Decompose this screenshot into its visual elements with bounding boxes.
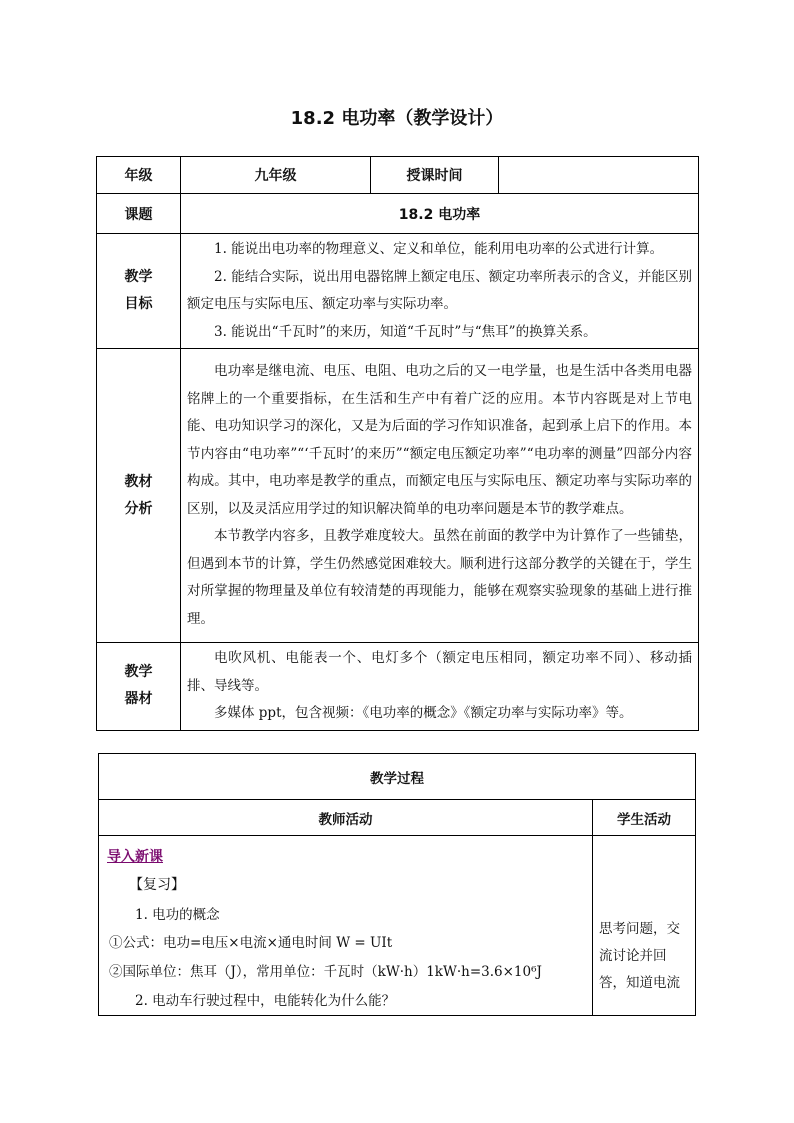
time-value [499,157,699,194]
lesson-info-table [96,156,699,731]
analysis-paragraph: 本节教学内容多，且教学难度较大。虽然在前面的教学中为计算作了一些铺垫，但遇到本节的计算，学生仍然感觉困难较大。顺利进行这部分教学的关键在于，学生对所掌握的物理量及单位有较清楚的再现能力，能够在观察实验现象的基础上进行推理。 [187,528,692,627]
topic-row [97,194,699,234]
goal-item: 3. 能说出“千瓦时”的来历，知道“千瓦时”与“焦耳”的换算关系。 [214,323,597,340]
document-title: 18.2 电功率（教学设计） [290,108,504,129]
analysis-content [181,349,699,643]
equipment-row [97,643,699,731]
analysis-row [97,349,699,643]
goals-label-line1: 教学 [124,269,153,285]
analysis-label-line1: 教材 [124,473,153,490]
grade-row [97,157,699,194]
teacher-activity-cell [99,836,593,1016]
teaching-process-table [98,753,696,1016]
teacher-activity-header: 教师活动 [99,800,593,836]
student-line: 流讨论并回 [599,948,667,964]
topic-label: 课题 [97,194,181,234]
goal-item: 1. 能说出电功率的物理意义、定义和单位，能利用电功率的公式进行计算。 [214,241,664,257]
process-title: 教学过程 [99,754,696,800]
analysis-label [97,349,181,643]
section-link-intro[interactable]: 导入新课 [107,849,163,865]
goal-item: 2. 能结合实际，说出用电器铭牌上额定电压、额定功率所表示的含义，并能区别额定电压与实际电压、额定功率与实际功率。 [187,268,692,312]
grade-label: 年级 [97,157,181,194]
equipment-paragraph: 多媒体 ppt，包含视频：《电功率的概念》《额定功率与实际功率》等。 [214,705,633,721]
student-activity-header: 学生活动 [593,800,696,836]
analysis-paragraph: 电功率是继电流、电压、电阻、电功之后的又一电学量，也是生活中各类用电器铭牌上的一个重要指标，在生活和生产中有着广泛的应用。本节内容既是对上节电能、电功知识学习的深化，又是为后面的学习作知识准备，起到承上启下的作用。本节内容由“电功率”“‘千瓦时’的来历”“额定电压额定功率”“电功率的测量”四部分内容构成。其中，电功率是教学的重点，而额定电压与实际电压、额定功率与实际功率的区别，以及灵活应用学过的知识解决简单的电功率问题是本节的教学难点。 [187,363,692,517]
goals-content [181,234,699,349]
time-label: 授课时间 [371,157,499,194]
equipment-label-line1: 教学 [124,664,153,681]
process-line: ②国际单位：焦耳（J），常用单位：千瓦时（kW·h）1kW·h=3.6×10⁶J [109,964,542,980]
equipment-content [181,643,699,731]
student-activity-cell [593,836,696,1016]
equipment-label [97,643,181,731]
process-header-row [99,800,696,836]
equipment-paragraph: 电吹风机、电能表一个、电灯多个（额定电压相同，额定功率不同）、移动插排、导线等。 [187,650,692,694]
student-line: 思考问题，交 [599,921,680,937]
process-line: ①公式：电功=电压×电流×通电时间 W = UIt [109,935,393,951]
process-line: 1. 电功的概念 [135,907,220,923]
process-content-row [99,836,696,1016]
grade-value: 九年级 [181,157,371,194]
process-line: 2. 电动车行驶过程中，电能转化为什么能？ [135,993,396,1009]
equipment-label-line2: 器材 [124,691,153,708]
analysis-label-line2: 分析 [124,500,153,517]
review-heading: 【复习】 [129,877,185,893]
topic-value: 18.2 电功率 [181,194,699,234]
process-title-row [99,754,696,800]
goals-row [97,234,699,349]
student-line: 答，知道电流 [599,975,680,991]
goals-label-line2: 目标 [124,296,153,312]
goals-label [97,234,181,349]
